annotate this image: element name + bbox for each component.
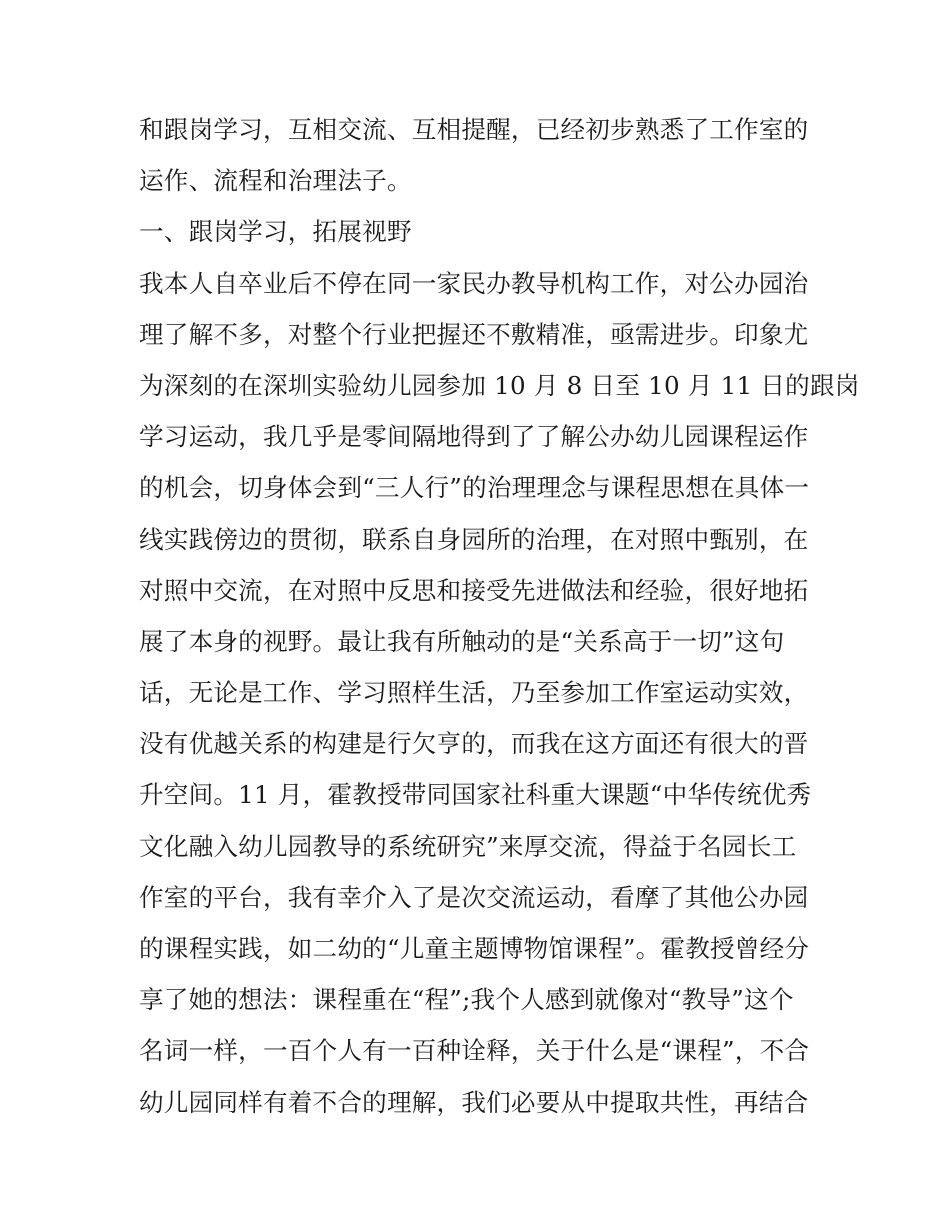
text-line: 我本人自卒业后不停在同一家民办教导机构工作，对公办园治 bbox=[139, 268, 809, 298]
text-line: 的课程实践，如二幼的“儿童主题博物馆课程”。霍教授曾经分 bbox=[139, 934, 810, 963]
text-line: 的机会，切身体会到“三人行”的治理理念与课程思想在具体一 bbox=[139, 473, 810, 503]
text-line: 作室的平台，我有幸介入了是次交流运动，看摩了其他公办园 bbox=[139, 882, 809, 912]
text-line: 运作、流程和治理法子。 bbox=[139, 166, 412, 196]
text-line: 和跟岗学习，互相交流、互相提醒，已经初步熟悉了工作室的 bbox=[139, 115, 809, 144]
text-line: 理了解不多，对整个行业把握还不敷精准，亟需进步。印象尤 bbox=[139, 319, 809, 349]
text-line: 名词一样，一百个人有一百种诠释，关于什么是“课程”，不合 bbox=[139, 1036, 810, 1066]
text-line: 对照中交流，在对照中反思和接受先进做法和经验，很好地拓 bbox=[139, 575, 809, 605]
text-line: 幼儿园同样有着不合的理解，我们必要从中提取共性，再结合 bbox=[139, 1087, 809, 1117]
text-line: 为深刻的在深圳实验幼儿园参加 10 月 8 日至 10 月 11 日的跟岗 bbox=[139, 370, 860, 400]
text-line: 文化融入幼儿园教导的系统研究”来厚交流，得益于名园长工 bbox=[139, 831, 797, 861]
text-line: 享了她的想法：课程重在“程”;我个人感到就像对“教导”这个 bbox=[139, 985, 794, 1015]
text-line: 学习运动，我几乎是零间隔地得到了了解公办幼儿园课程运作 bbox=[139, 422, 809, 452]
document-body bbox=[139, 104, 860, 1128]
section-heading: 一、跟岗学习，拓展视野 bbox=[139, 217, 412, 247]
text-line: 升空间。11 月，霍教授带同国家社科重大课题“中华传统优秀 bbox=[139, 780, 812, 810]
text-line: 展了本身的视野。最让我有所触动的是“关系高于一切”这句 bbox=[139, 626, 785, 656]
text-line: 话，无论是工作、学习照样生活，乃至参加工作室运动实效， bbox=[139, 678, 809, 708]
text-line: 线实践傍边的贯彻，联系自身园所的治理，在对照中甄别，在 bbox=[139, 524, 809, 554]
text-line: 没有优越关系的构建是行欠亨的，而我在这方面还有很大的晋 bbox=[139, 729, 809, 759]
